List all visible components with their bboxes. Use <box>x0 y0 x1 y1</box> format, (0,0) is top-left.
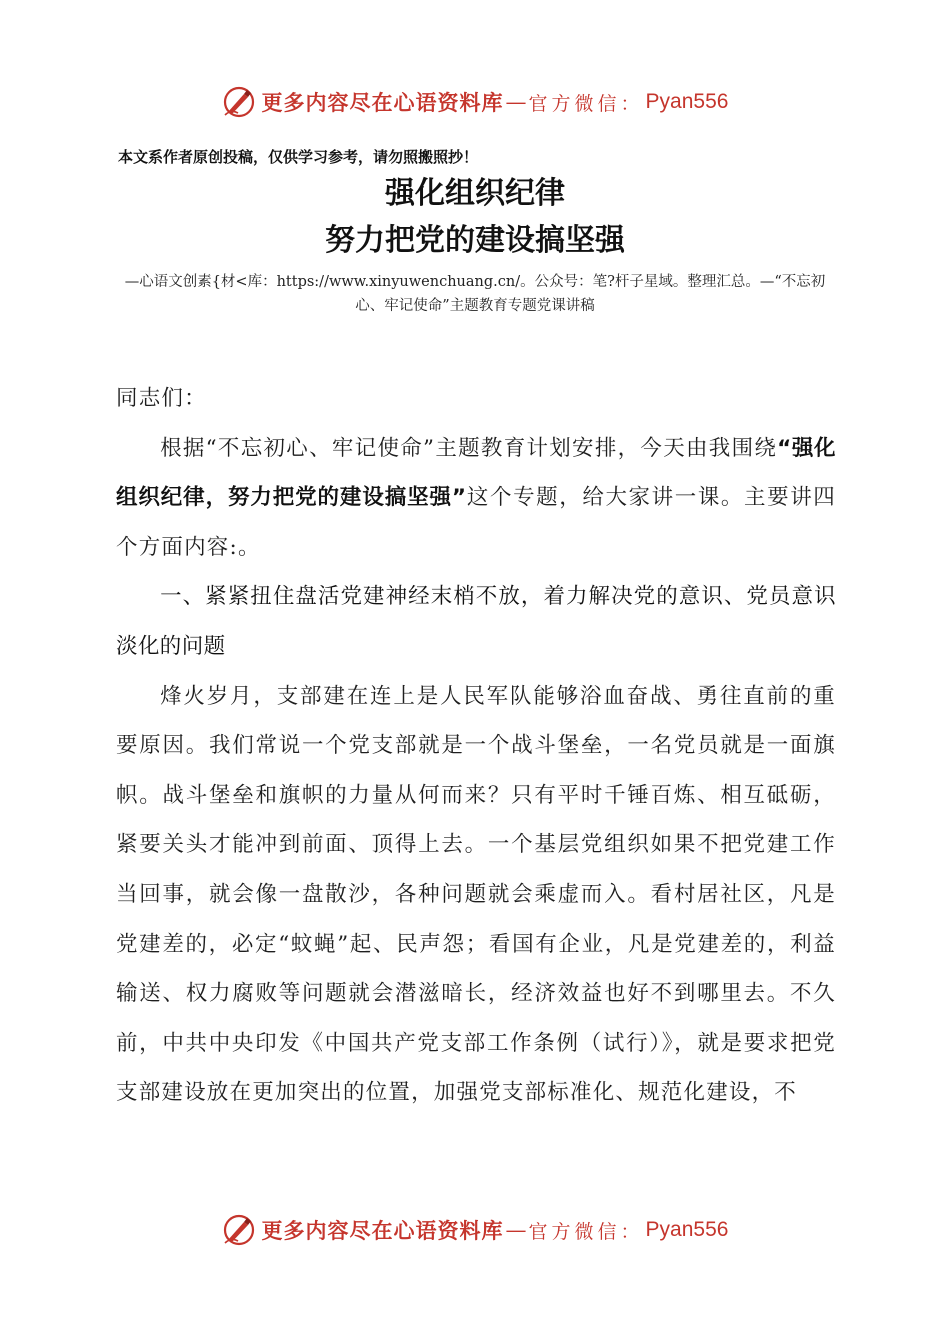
intro-emphasis: “强化组织纪律，努力把党的建设搞坚强” <box>116 435 836 511</box>
pen-circle-logo-icon <box>222 1213 256 1247</box>
banner-separator: — <box>505 90 527 114</box>
intro-text-before: 根据“不忘初心、牢记使命”主题教育计划安排，今天由我围绕 <box>160 435 778 461</box>
source-line: —心语文创素{材<库：https://www.xinyuwenchuang.cn/。公众号：笔?杆子星域。整理汇总。—“不忘初心、牢记使命”主题教育专题党课讲稿 <box>124 274 826 314</box>
banner-wechat-id: Pyan556 <box>645 90 729 113</box>
banner-separator: — <box>505 1218 527 1242</box>
banner-wechat-id: Pyan556 <box>645 1218 729 1241</box>
copyright-notice: 本文系作者原创投稿，仅供学习参考，请勿照搬照抄！ <box>118 148 479 166</box>
document-body <box>116 374 836 1118</box>
footer-banner <box>0 1210 950 1250</box>
document-title-line2: 努力把党的建设搞坚强 <box>325 223 625 258</box>
pen-circle-logo-icon <box>222 85 256 119</box>
banner-wechat-label: 官方微信： <box>528 92 644 115</box>
document-title-line1: 强化组织纪律 <box>385 176 565 211</box>
section-heading-1: 一、紧紧扭住盘活党建神经末梢不放，着力解决党的意识、党员意识淡化的问题 <box>116 584 836 659</box>
banner-wechat-label: 官方微信： <box>528 1220 644 1243</box>
intro-text-after: 这个专题，给大家讲一课。主要讲四个方面内容:。 <box>116 485 836 560</box>
body-paragraph-1: 烽火岁月，支部建在连上是人民军队能够浴血奋战、勇往直前的重要原因。我们常说一个党支部就是一个战斗堡垒，一名党员就是一面旗帜。战斗堡垒和旗帜的力量从何而来？只有平时千锤百炼、相互砥砺，紧要关头才能冲到前面、顶得上去。一个基层党组织如果不把党建工作当回事，就会像一盘散沙，各种问题就会乘虚而入。看村居社区，凡是党建差的，必定“蚊蝇”起、民声怨；看国有企业，凡是党建差的，利益输送、权力腐败等问题就会潜滋暗长，经济效益也好不到哪里去。不久前，中共中央印发《中国共产党支部工作条例（试行）》，就是要求把党支部建设放在更加突出的位置，加强党支部标准化、规范化建设，不 <box>116 683 836 1106</box>
salutation: 同志们： <box>116 386 207 411</box>
intro-paragraph <box>116 424 836 573</box>
banner-text: 更多内容尽在心语资料库 <box>261 1218 504 1243</box>
banner-text: 更多内容尽在心语资料库 <box>261 90 504 115</box>
header-banner <box>0 82 950 122</box>
